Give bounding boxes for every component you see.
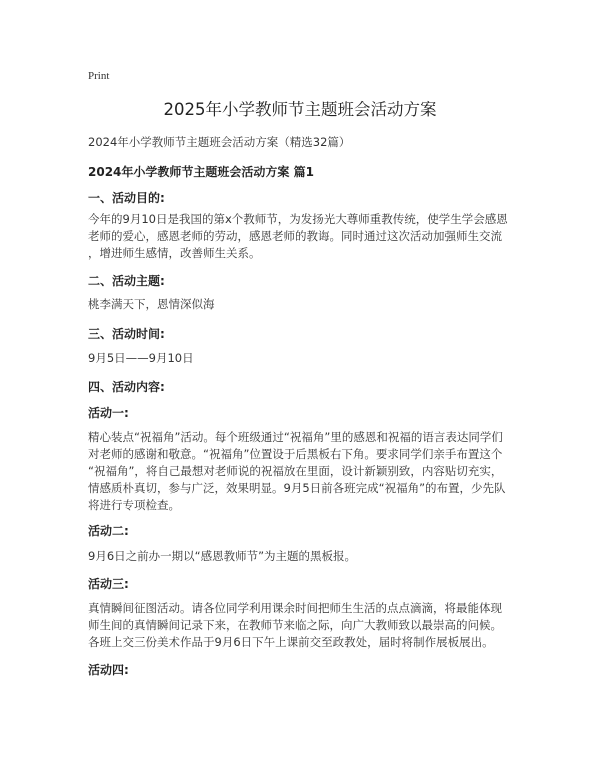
paragraph-line: 情感质朴真切，参与广泛，效果明显。9月5日前各班完成“祝福角”的布置，少先队	[88, 481, 506, 495]
activity2-heading: 活动二:	[88, 524, 129, 538]
purpose-heading: 一、活动目的:	[88, 191, 165, 205]
activity4-heading: 活动四:	[88, 663, 129, 677]
activity1-heading: 活动一:	[88, 406, 129, 420]
paragraph-line: 各班上交三份美术作品于9月6日下午上课前交至政教处，届时将制作展板展出。	[88, 635, 494, 649]
paragraph-line: 精心装点“祝福角”活动。每个班级通过“祝福角”里的感恩和祝福的语言表达同学们	[88, 430, 503, 444]
paragraph-line: 将进行专项检查。	[88, 498, 180, 512]
paragraph-line: 真情瞬间征图活动。请各位同学利用课余时间把师生生活的点点滴滴，将最能体现	[88, 601, 502, 615]
paragraph-line: 对老师的感谢和敬意。“祝福角”位置设于后黑板右下角。要求同学们亲手布置这个	[88, 447, 503, 461]
paragraph-line: “祝福角”，将自己最想对老师说的祝福放在里面，设计新颖别致，内容贴切充实，	[88, 464, 503, 478]
purpose-paragraph	[88, 211, 518, 262]
time-paragraph	[88, 350, 518, 367]
page-title: 2025年小学教师节主题班会活动方案	[163, 100, 437, 119]
time-heading: 三、活动时间:	[88, 327, 165, 341]
section-title: 2024年小学教师节主题班会活动方案 篇1	[88, 165, 314, 179]
activity3-heading: 活动三:	[88, 577, 129, 591]
activity3-paragraph	[88, 600, 518, 651]
print-label: Print	[88, 70, 110, 82]
paragraph-line: 老师的爱心，感恩老师的劳动，感恩老师的教诲。同时通过这次活动加强师生交流	[88, 229, 502, 243]
activity2-paragraph	[88, 548, 518, 565]
content-heading: 四、活动内容:	[88, 380, 165, 394]
paragraph-line: 师生间的真情瞬间记录下来，在教师节来临之际，向广大教师致以最崇高的问候。	[88, 618, 502, 632]
paragraph-line: 9月5日——9月10日	[88, 351, 194, 365]
paragraph-line: 今年的9月10日是我国的第x个教师节，为发扬光大尊师重教传统，使学生学会感恩	[88, 212, 508, 226]
paragraph-line: 桃李满天下，恩情深似海	[88, 297, 215, 311]
activity1-paragraph	[88, 429, 518, 514]
theme-heading: 二、活动主题:	[88, 274, 165, 288]
theme-paragraph	[88, 296, 518, 313]
document-subtitle: 2024年小学教师节主题班会活动方案（精选32篇）	[88, 135, 351, 149]
paragraph-line: ，增进师生感情，改善师生关系。	[88, 246, 261, 260]
paragraph-line: 9月6日之前办一期以“感恩教师节”为主题的黑板报。	[88, 549, 357, 563]
